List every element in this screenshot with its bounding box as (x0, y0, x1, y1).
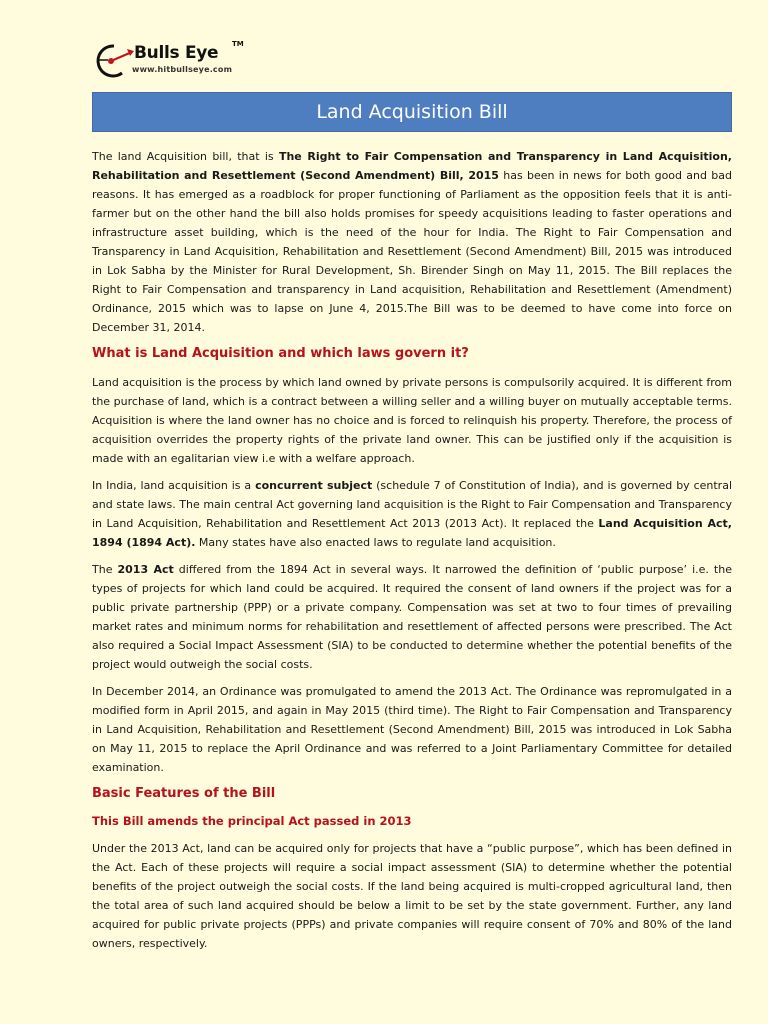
section-heading-land-acquisition: What is Land Acquisition and which laws govern it? (92, 346, 469, 361)
intro-paragraph (92, 147, 732, 337)
bulls-eye-logo (92, 40, 252, 82)
india-law-paragraph (92, 476, 732, 552)
logo-url: www.hitbullseye.com (132, 65, 233, 74)
intro-text-1: The land Acquisition bill, that is (92, 150, 279, 163)
subheading-amends-principal-act: This Bill amends the principal Act passed in 2013 (92, 814, 412, 828)
intro-bill-name: The Right to Fair Compensation and Transparency in Land Acquisition, Rehabilitation and Resettlement (Second Amendment) Bill, 2015 (92, 150, 732, 182)
act-2013-paragraph (92, 560, 732, 674)
logo-name: Bulls Eye (134, 43, 219, 63)
india-law-text-3: Many states have also enacted laws to regulate land acquisition. (195, 536, 556, 549)
india-law-text-1: In India, land acquisition is a (92, 479, 256, 492)
public-purpose-paragraph: Under the 2013 Act, land can be acquired only for projects that have a “public purpose”, which has been defined in the Act. Each of these projects will require a social impact assessment (SIA) to determine whether the potential benefits of the project outweigh the social costs. If the land being acquired is multi-cropped agricultural land, then the total area of such land acquired should be below a limit to be set by the state government. Further, any land acquired for public private projects (PPPs) and private companies will require consent of 70% and 80% of the land owners, respectively. (92, 842, 732, 950)
logo-trademark: TM (232, 40, 244, 48)
act-1894-term: Land Acquisition Act, 1894 (1894 Act). (92, 517, 732, 549)
act-2013-term: 2013 Act (117, 563, 174, 576)
land-acquisition-definition-paragraph: Land acquisition is the process by which land owned by private persons is compulsorily acquired. It is different from the purchase of land, which is a contract between a willing seller and a willing buyer on mutually acceptable terms. Acquisition is where the land owner has no choice and is forced to relinquish his property. Therefore, the process of acquisition overrides the property rights of the private land owner. This can be justified only if the acquisition is made with an egalitarian view i.e with a welfare approach. (92, 376, 732, 465)
title-banner (92, 92, 732, 132)
india-law-text-2: (schedule 7 of Constitution of India), and is governed by central and state laws. The main central Act governing land acquisition is the Right to Fair Compensation and Transparency in Land Acquisition, Rehabilitation and Resettlement Act 2013 (2013 Act). It replaced the (92, 479, 733, 530)
document-body (92, 147, 732, 961)
act-2013-text-1: The (92, 563, 118, 576)
page-title: Land Acquisition Bill (316, 101, 508, 123)
concurrent-subject-term: concurrent subject (255, 479, 373, 492)
ordinance-paragraph: In December 2014, an Ordinance was promulgated to amend the 2013 Act. The Ordinance was repromulgated in a modified form in April 2015, and again in May 2015 (third time). The Right to Fair Compensation and Transparency in Land Acquisition, Rehabilitation and Resettlement (Second Amendment) Bill, 2015 was introduced in Lok Sabha on May 11, 2015 to replace the April Ordinance and was referred to a Joint Parliamentary Committee for detailed examination. (92, 685, 732, 774)
section-heading-basic-features: Basic Features of the Bill (92, 786, 276, 801)
act-2013-text-2: differed from the 1894 Act in several ways. It narrowed the definition of ‘public purpose’ i.e. the types of projects for which land could be acquired. It required the consent of land owners if the project was for a public private partnership (PPP) or a private company. Compensation was set at two to four times of prevailing market rates and minimum norms for rehabilitation and resettlement of affected persons were prescribed. The Act also required a Social Impact Assessment (SIA) to be conducted to determine whether the potential benefits of the project would outweigh the social costs. (92, 563, 732, 671)
bullseye-target-icon (92, 40, 136, 82)
intro-text-2: has been in news for both good and bad reasons. It has emerged as a roadblock for proper functioning of Parliament as the opposition feels that it is anti-farmer but on the other hand the bill also holds promises for speedy acquisitions leading to faster operations and infrastructure asset building, which is the need of the hour for India. The Right to Fair Compensation and Transparency in Land Acquisition, Rehabilitation and Resettlement (Second Amendment) Bill, 2015 was introduced in Lok Sabha by the Minister for Rural Development, Sh. Birender Singh on May 11, 2015. The Bill replaces the Right to Fair Compensation and transparency in Land acquisition, Rehabilitation and Resettlement (Amendment) Ordinance, 2015 which was to lapse on June 4, 2015.The Bill was to be deemed to have come into force on December 31, 2014. (92, 169, 733, 334)
